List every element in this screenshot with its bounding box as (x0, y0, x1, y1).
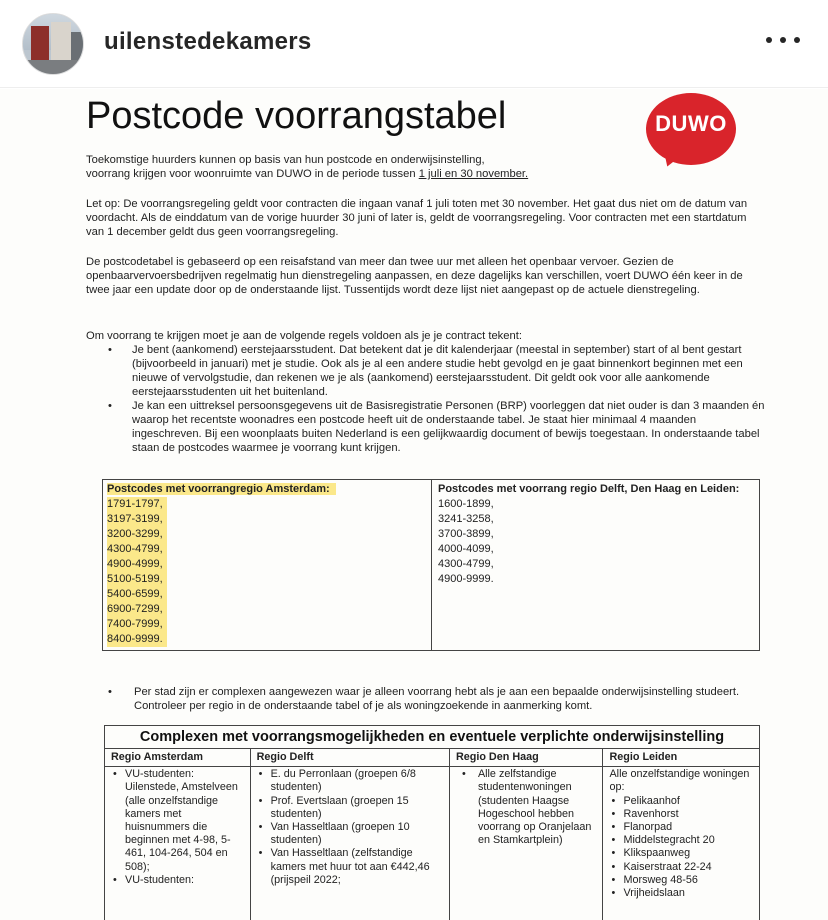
complex-item: • Van Hasseltlaan (zelfstandige kamers met huur tot aan €442,46 (prijspeil 2022; (257, 847, 443, 887)
avatar-building-white (51, 22, 71, 64)
amsterdam-cell (105, 767, 251, 920)
header-leiden: Regio Leiden (603, 749, 759, 767)
complex-item: • Van Hasseltlaan (groepen 10 studenten) (257, 821, 443, 847)
amsterdam-postcodes-column (103, 480, 431, 650)
postcode-range: 3197-3199, (107, 512, 167, 527)
complexes-table (104, 725, 760, 920)
postcode-range: 3200-3299, (107, 527, 167, 542)
header-amsterdam: Regio Amsterdam (105, 749, 251, 767)
delft-cell (251, 767, 450, 920)
avatar[interactable] (22, 13, 84, 75)
postcode-range: 3700-3899, (438, 528, 494, 540)
stad-bullet: • Per stad zijn er complexen aangewezen waar je alleen voorrang hebt als je aan een bepaalde onderwijsinstelling studeert. Controleer per regio in de onderstaande tabel of je als woningzoekende in aanmerking komt. (108, 685, 768, 713)
postcode-range: 5100-5199, (107, 572, 167, 587)
delft-postcodes-column (431, 480, 759, 650)
amsterdam-postcodes-header: Postcodes met voorrangregio Amsterdam: (107, 483, 336, 495)
complex-item: • Middelstegracht 20 (609, 834, 753, 847)
postcode-range: 3241-3258, (438, 513, 494, 525)
avatar-road (23, 60, 83, 75)
postcode-range: 4300-4799, (107, 542, 167, 557)
complex-item: • Pelikaanhof (609, 795, 753, 808)
intro-line-1: Toekomstige huurders kunnen op basis van hun postcode en onderwijsinstelling, (86, 154, 485, 166)
leiden-cell (603, 767, 759, 920)
rule-item: • Je kan een uittreksel persoonsgegevens uit de Basisregistratie Personen (BRP) voorleggen dat niet ouder is dan 3 maanden én waarop het recentste woonadres een postcode heeft uit de onderstaande tabel. Je staat hier minimaal 4 maanden ingeschreven. Bij een woonplaats buiten Nederland is een gelijkwaardig document of bewijs toegestaan. In onderstaande tabel staan de postcodes waarmee je voorrang kunt krijgen. (108, 399, 768, 455)
let-op-paragraph: Let op: De voorrangsregeling geldt voor contracten die ingaan vanaf 1 juli toten met 30 november. Het gaat dus niet om de datum van voordacht. Als de einddatum van de vorige huurder 30 juni of later is, geldt de voorrangsregeling. Voor contracten met een startdatum van 1 december geldt dus geen voorrangsregeling. (86, 198, 748, 238)
header-delft: Regio Delft (251, 749, 450, 767)
postcodetabel-paragraph: De postcodetabel is gebaseerd op een reisafstand van meer dan twee uur met alleen het openbaar vervoer. Gezien de openbaarvervoersbedrijven regelmatig hun dienstregeling aanpassen, en deze dagelijks kan verschillen, voert DUWO één keer in de twee jaar een update door op de onderstaande lijst. Tussentijds wordt deze lijst niet aangepast op de actuele dienstregeling. (86, 256, 743, 296)
stad-bullet-text: Per stad zijn er complexen aangewezen waar je alleen voorrang hebt als je aan een bepaalde onderwijsinstelling studeert. Controleer per regio in de onderstaande tabel of je als woningzoekende in aanmerking komt. (134, 686, 740, 712)
post-header (0, 0, 828, 88)
document-title: Postcode voorrangstabel (86, 95, 507, 137)
complex-item: • Kaiserstraat 22-24 (609, 861, 753, 874)
postcode-range: 5400-6599, (107, 587, 167, 602)
complex-item: • Flanorpad (609, 821, 753, 834)
postcode-range: 6900-7299, (107, 602, 167, 617)
rule-item: • Je bent (aankomend) eerstejaarsstudent. Dat betekent dat je dit kalenderjaar (meestal in september) start of al bent gestart (bijvoorbeeld in januari) met je studie. Ook als je al een andere studie hebt gevolgd en je gaat binnenkort beginnen met een nieuwe of vervolgstudie, dan rekenen we je als (aankomend) eerstejaarsstudent. Dit geldt ook voor alle aankomende eerstejaarsstudenten uit het buitenland. (108, 343, 768, 399)
postcode-range: 7400-7999, (107, 617, 167, 632)
header-den-haag: Regio Den Haag (450, 749, 604, 767)
postcode-range: 4900-9999. (438, 573, 494, 585)
username[interactable]: uilenstedekamers (104, 28, 312, 55)
logo-text: DUWO (655, 111, 727, 136)
complex-item: • Morsweg 48-56 (609, 874, 753, 887)
avatar-building-red (31, 26, 49, 64)
den-haag-cell (450, 767, 604, 920)
complex-item: • VU-studenten: Uilenstede, Amstelveen (alle onzelfstandige kamers met huisnummers die beginnen met 4-98, 5-461, 104-264, 504 en 508); (111, 768, 244, 874)
complex-item: • Alle zelfstandige studentenwoningen (studenten Haagse Hogeschool hebben voorrang op Oranjelaan en Stamkartplein) (456, 768, 597, 847)
intro-period: 1 juli en 30 november. (418, 168, 529, 180)
rules-list (108, 343, 768, 455)
complex-item: • Vrijheidslaan (609, 887, 753, 900)
postcode-range: 1791-1797, (107, 497, 167, 512)
postcode-range: 4000-4099, (438, 543, 494, 555)
postcode-table (102, 479, 760, 651)
complex-item: • Prof. Evertslaan (groepen 15 studenten) (257, 795, 443, 821)
post-image-document (0, 89, 828, 920)
rules-intro: Om voorrang te krijgen moet je aan de volgende regels voldoen als je je contract tekent: (86, 330, 522, 342)
postcode-range: 4900-4999, (107, 557, 167, 572)
postcode-range: 8400-9999. (107, 632, 167, 647)
complex-item: • E. du Perronlaan (groepen 6/8 studenten) (257, 768, 443, 794)
complex-item: • VU-studenten: (111, 874, 244, 887)
intro-paragraph (86, 153, 766, 181)
postcode-range: 4300-4799, (438, 558, 494, 570)
leiden-intro: Alle onzelfstandige woningen op: (609, 768, 750, 794)
complex-item: • Ravenhorst (609, 808, 753, 821)
intro-line-2: voorrang krijgen voor woonruimte van DUWO in de periode tussen (86, 168, 419, 180)
complex-item: • Klikspaanweg (609, 847, 753, 860)
postcode-range: 1600-1899, (438, 498, 494, 510)
three-dots-icon[interactable] (766, 30, 800, 50)
delft-postcodes-header: Postcodes met voorrang regio Delft, Den Haag en Leiden: (438, 483, 740, 495)
complexes-table-body (105, 767, 759, 920)
complexes-table-title: Complexen met voorrangsmogelijkheden en eventuele verplichte onderwijsinstelling (105, 726, 759, 749)
complexes-table-header (105, 749, 759, 767)
